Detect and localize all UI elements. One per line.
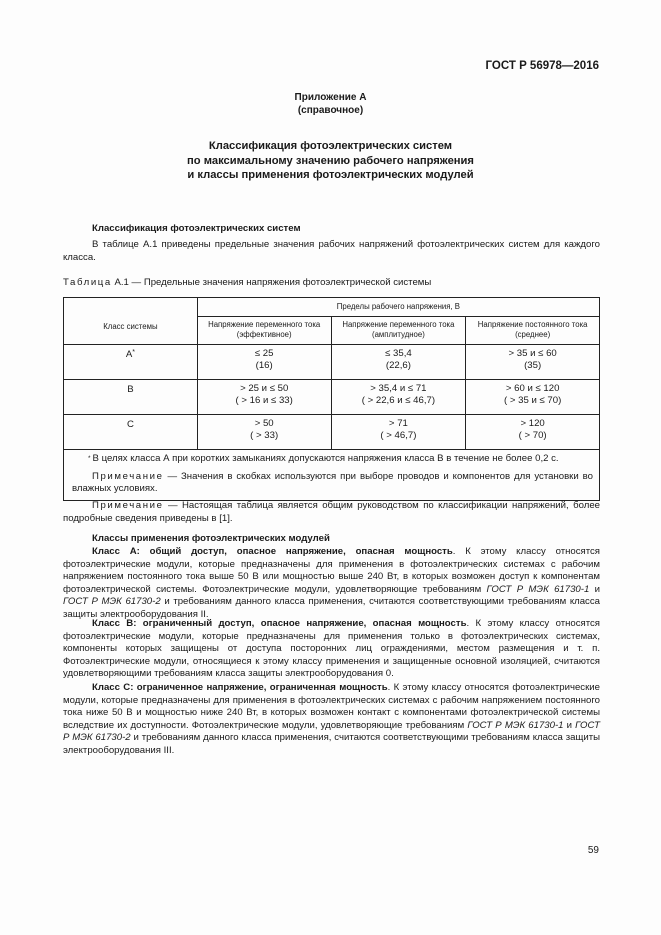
voltage-limits-table [63, 297, 600, 501]
class-column-header: Класс системы [64, 298, 198, 345]
dc-mean-header: Напряжение постоянного тока (среднее) [466, 317, 600, 345]
limits-header: Пределы рабочего напряжения, В [197, 298, 599, 317]
table-notes [64, 450, 600, 501]
appendix-title: Приложение А [294, 92, 367, 103]
value-cell: > 35 и ≤ 60 (35) [466, 345, 600, 380]
section-heading: Классы применения фотоэлектрических модулей [92, 533, 330, 544]
section-heading: Классификация фотоэлектрических систем [92, 223, 301, 234]
table-note: Примечание — Значения в скобках используются при выборе проводов и компонентов для установки во влажных условиях. [72, 471, 593, 495]
class-a-paragraph: Класс А: общий доступ, опасное напряжение, опасная мощность. К этому классу относятся фотоэлектрические модули, которые предназначены для применения в фотоэлектрических системах с рабочим напряжением постоянного тока выше 50 В или мощностью выше 240 Вт, в которых возможен доступ к компонентам фотоэлектрической системы. Фотоэлектрические модули, удовлетворяющие требованиям ГОСТ Р МЭК 61730-1 и ГОСТ Р МЭК 61730-2 и требованиям данного класса применения, считаются соответствующими требованиям класса защиты электрооборудования II. [63, 546, 600, 620]
appendix-subtitle: (справочное) [297, 105, 364, 116]
class-c-paragraph: Класс С: ограниченное напряжение, ограниченная мощность. К этому классу относятся фотоэлектрические модули, которые предназначены для применения в фотоэлектрических системах с рабочим напряжением постоянного тока ниже 50 В и мощностью ниже 240 Вт, в которых возможен контакт с компонентами фотоэлектрической системы вследствие их доступности. Фотоэлектрические модули, удовлетворяющие требованиям ГОСТ Р МЭК 61730-1 и ГОСТ Р МЭК 61730-2 и требованиям данного класса применения, считаются соответствующими требованиям класса защиты электрооборудования III. [63, 682, 600, 756]
value-cell: > 120 ( > 70) [466, 415, 600, 450]
ac-peak-header: Напряжение переменного тока (амплитудное) [331, 317, 466, 345]
value-cell: > 25 и ≤ 50 ( > 16 и ≤ 33) [197, 380, 331, 415]
main-title-line: и классы применения фотоэлектрических модулей [187, 169, 474, 182]
page-number: 59 [587, 845, 599, 856]
value-cell: > 60 и ≤ 120 ( > 35 и ≤ 70) [466, 380, 600, 415]
main-title-line: по максимальному значению рабочего напряжения [187, 154, 474, 167]
appendix-heading [0, 91, 661, 117]
table-row [64, 380, 600, 415]
table-row [64, 345, 600, 380]
table-caption-prefix: Таблица [63, 277, 112, 288]
table-row [64, 415, 600, 450]
main-title-line: Классификация фотоэлектрических систем [208, 140, 453, 152]
table-caption [63, 277, 431, 290]
table-header-row [64, 298, 600, 317]
value-cell: > 50 ( > 33) [197, 415, 331, 450]
value-cell: ≤ 25 (16) [197, 345, 331, 380]
class-b-paragraph: Класс В: ограниченный доступ, опасное напряжение, опасная мощность. К этому классу относятся фотоэлектрические модули, которые предназначены для применения только в фотоэлектрических системах, компоненты которых защищены от доступа посторонних лиц ограждениями, местом размещения и т. п. Фотоэлектрические модули, относящиеся к этому классу применения и защищенные основной изоляцией, считаются удовлетворяющими требованиям класса защиты электрооборудования 0. [63, 618, 600, 680]
table-caption-text: А.1 — Предельные значения напряжения фотоэлектрической системы [111, 277, 432, 288]
document-code: ГОСТ Р 56978—2016 [485, 60, 599, 72]
table-footnote: * В целях класса А при коротких замыканиях допускаются напряжения класса В в течение не более 0,2 с. [88, 453, 559, 464]
value-cell: ≤ 35,4 (22,6) [331, 345, 466, 380]
value-cell: > 35,4 и ≤ 71 ( > 22,6 и ≤ 46,7) [331, 380, 466, 415]
value-cell: > 71 ( > 46,7) [331, 415, 466, 450]
table-notes-row [64, 450, 600, 501]
class-cell: В [64, 380, 198, 415]
class-cell: А* [64, 345, 198, 380]
general-note: Примечание — Настоящая таблица является общим руководством по классификации напряжений, более подробные сведения приведены в [1]. [63, 500, 600, 524]
class-cell: С [64, 415, 198, 450]
section-text: В таблице А.1 приведены предельные значения рабочих напряжений фотоэлектрических систем для каждого класса. [63, 239, 600, 263]
main-title [0, 139, 661, 183]
ac-rms-header: Напряжение переменного тока (эффективное) [197, 317, 331, 345]
footnote-marker: * [132, 349, 135, 356]
